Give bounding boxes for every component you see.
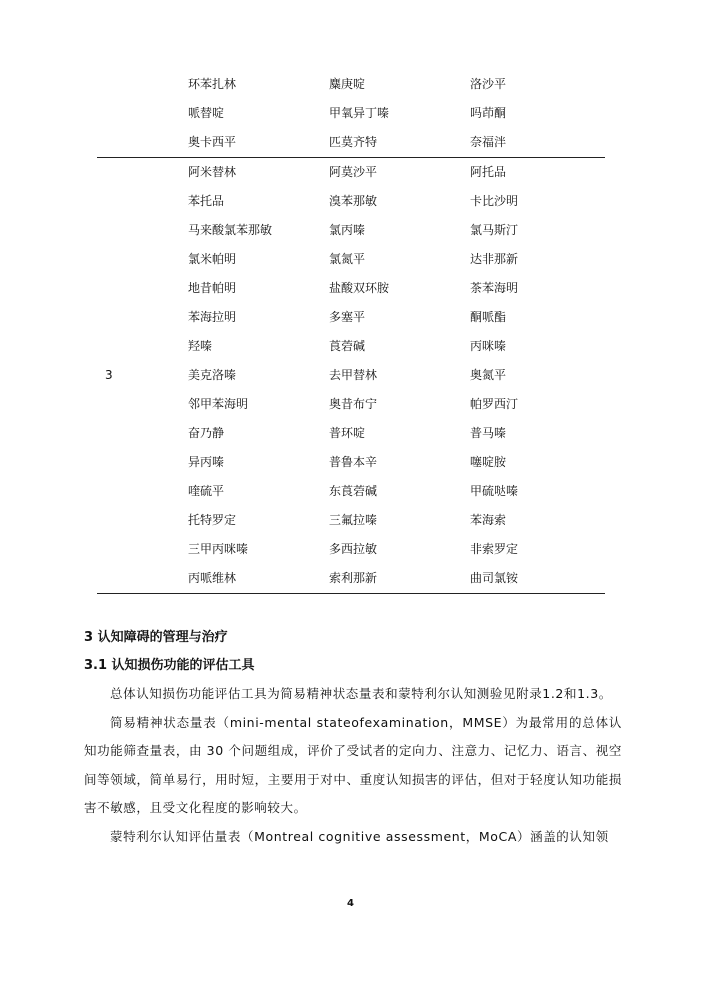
drug-name-cell: 奈福泮 (470, 135, 507, 149)
drug-name-cell: 溴苯那敏 (329, 194, 378, 208)
drug-name-cell: 马来酸氯苯那敏 (188, 223, 273, 237)
drug-table (97, 70, 605, 594)
table-row (97, 128, 605, 157)
drug-name-cell: 羟嗪 (188, 339, 213, 353)
drug-name-cell: 苯海拉明 (188, 310, 237, 324)
drug-name-cell: 氯米帕明 (188, 252, 237, 266)
drug-name-cell: 邻甲苯海明 (188, 397, 249, 411)
drug-name-cell: 莨菪碱 (329, 339, 366, 353)
drug-name-cell: 美克洛嗪 (188, 368, 237, 382)
table-row (97, 535, 605, 564)
drug-name-cell: 阿米替林 (188, 165, 237, 179)
drug-name-cell: 哌替啶 (188, 106, 225, 120)
drug-name-cell: 麋庚啶 (329, 77, 366, 91)
drug-name-cell: 奥卡西平 (188, 135, 237, 149)
table-row (97, 245, 605, 274)
section-heading: 3 认知障碍的管理与治疗 (84, 630, 228, 645)
drug-name-cell: 苯海索 (470, 513, 507, 527)
drug-name-cell: 阿托品 (470, 165, 507, 179)
drug-name-cell: 奥昔布宁 (329, 397, 378, 411)
drug-name-cell: 非索罗定 (470, 542, 519, 556)
drug-name-cell: 甲氧异丁嗪 (329, 106, 390, 120)
table-group-2 (97, 158, 605, 593)
paragraph: 蒙特利尔认知评估量表（Montreal cognitive assessment，MoCA）涵盖的认知领 (110, 828, 609, 844)
paragraph: 简易精神状态量表（mini-mental stateofexamination，MMSE）为最常用的总体认知功能筛查量表，由 30 个问题组成，评价了受试者的定向力、注意力、记忆力、语言、视空间等领域，简单易行，用时短，主要用于对中、重度认知损害的评估，但对于轻度认知功能损害不敏感，且受文化程度的影响较大。 (84, 714, 622, 815)
drug-name-cell: 达非那新 (470, 252, 519, 266)
table-row (97, 477, 605, 506)
table-row (97, 361, 605, 390)
table-row (97, 303, 605, 332)
drug-name-cell: 帕罗西汀 (470, 397, 519, 411)
table-group-1 (97, 70, 605, 157)
table-row (97, 390, 605, 419)
table-row (97, 419, 605, 448)
drug-name-cell: 普鲁本辛 (329, 455, 378, 469)
drug-name-cell: 三甲丙咪嗪 (188, 542, 249, 556)
table-row (97, 564, 605, 593)
paragraph: 总体认知损伤功能评估工具为简易精神状态量表和蒙特利尔认知测验见附录1.2和1.3。 (110, 686, 612, 701)
drug-name-cell: 多塞平 (329, 310, 366, 324)
table-row (97, 187, 605, 216)
drug-name-cell: 异丙嗪 (188, 455, 225, 469)
table-row (97, 506, 605, 535)
drug-name-cell: 卡比沙明 (470, 194, 519, 208)
drug-name-cell: 三氟拉嗪 (329, 513, 378, 527)
drug-name-cell: 苯托品 (188, 194, 225, 208)
table-row (97, 448, 605, 477)
table-row (97, 70, 605, 99)
drug-name-cell: 丙咪嗪 (470, 339, 507, 353)
drug-name-cell: 氯氮平 (329, 252, 366, 266)
section-subheading: 3.1 认知损伤功能的评估工具 (84, 658, 255, 673)
drug-name-cell: 去甲替林 (329, 368, 378, 382)
table-row (97, 332, 605, 361)
drug-name-cell: 托特罗定 (188, 513, 237, 527)
drug-name-cell: 阿莫沙平 (329, 165, 378, 179)
table-row (97, 274, 605, 303)
table-row (97, 99, 605, 128)
drug-name-cell: 曲司氯铵 (470, 571, 519, 585)
drug-name-cell: 多西拉敏 (329, 542, 378, 556)
drug-name-cell: 环苯扎林 (188, 77, 237, 91)
drug-name-cell: 普马嗪 (470, 426, 507, 440)
drug-name-cell: 氯丙嗪 (329, 223, 366, 237)
drug-name-cell: 普环啶 (329, 426, 366, 440)
drug-name-cell: 噻啶胺 (470, 455, 507, 469)
group-label: 3 (105, 368, 113, 382)
drug-name-cell: 东莨菪碱 (329, 484, 378, 498)
drug-name-cell: 喹硫平 (188, 484, 225, 498)
drug-name-cell: 盐酸双环胺 (329, 281, 390, 295)
drug-name-cell: 索利那新 (329, 571, 378, 585)
page-number: 4 (347, 898, 354, 909)
body-text (84, 624, 622, 851)
drug-name-cell: 洛沙平 (470, 77, 507, 91)
drug-name-cell: 吗茚酮 (470, 106, 507, 120)
table-bottom-line (97, 593, 605, 594)
drug-name-cell: 酮哌酯 (470, 310, 507, 324)
drug-name-cell: 奥氮平 (470, 368, 507, 382)
drug-name-cell: 茶苯海明 (470, 281, 519, 295)
table-row (97, 216, 605, 245)
drug-name-cell: 丙哌维林 (188, 571, 237, 585)
drug-name-cell: 氯马斯汀 (470, 223, 519, 237)
drug-name-cell: 甲硫哒嗪 (470, 484, 519, 498)
drug-name-cell: 地昔帕明 (188, 281, 237, 295)
drug-name-cell: 匹莫齐特 (329, 135, 378, 149)
drug-name-cell: 奋乃静 (188, 426, 225, 440)
table-row (97, 158, 605, 187)
